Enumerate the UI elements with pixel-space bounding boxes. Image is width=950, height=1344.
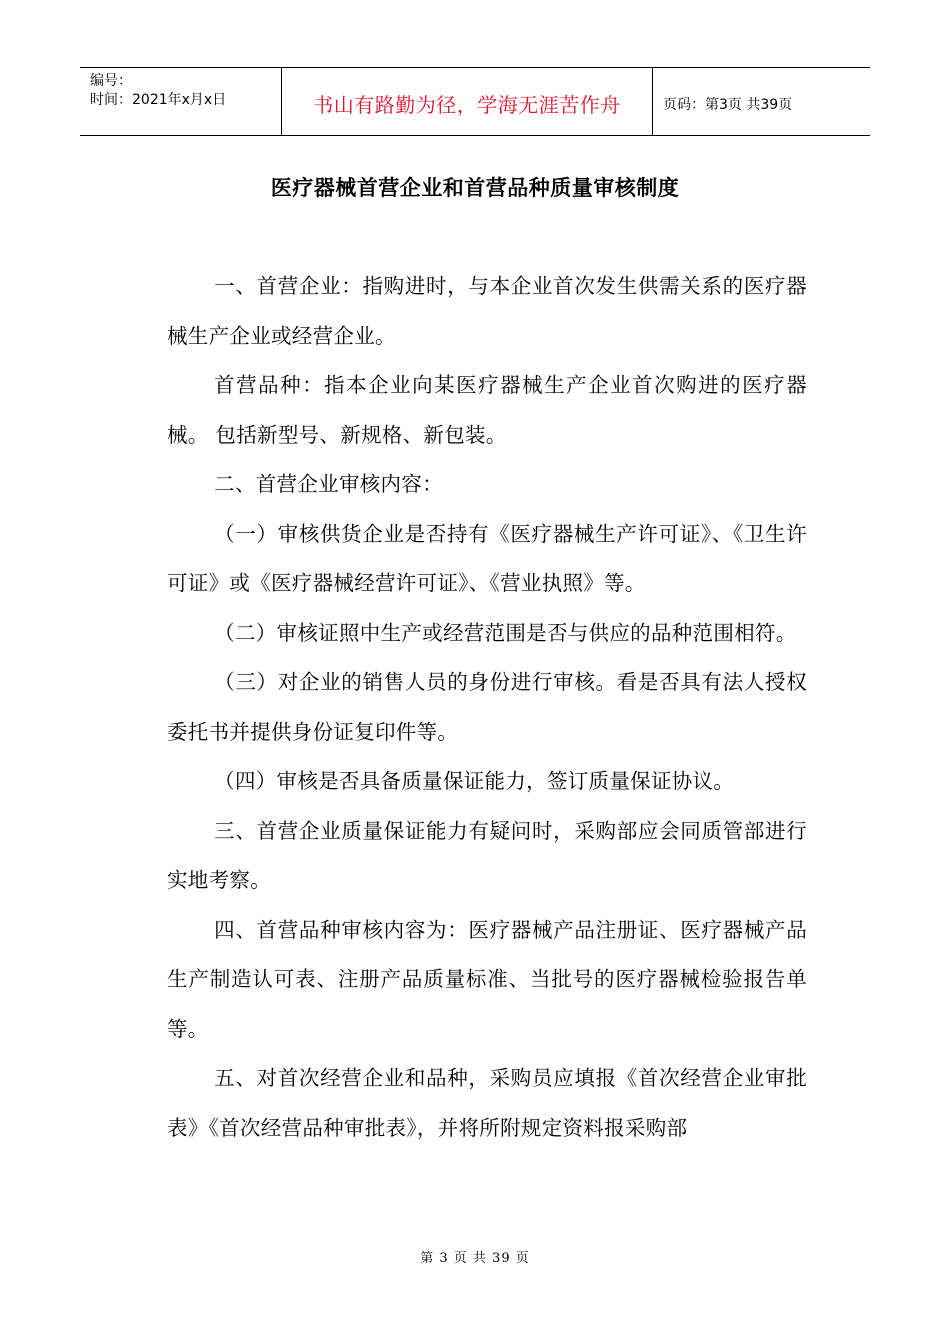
number-label: 编号： — [90, 73, 132, 89]
paragraph: （一）审核供货企业是否持有《医疗器械生产许可证》、《卫生许可证》或《医疗器械经营许可证》、《营业执照》等。 — [167, 521, 807, 595]
paragraph: 一、首营企业：指购进时，与本企业首次发生供需关系的医疗器械生产企业或经营企业。 — [167, 274, 807, 348]
paragraph: 三、首营企业质量保证能力有疑问时，采购部应会同质管部进行实地考察。 — [167, 818, 807, 892]
header-page-info — [653, 68, 870, 135]
paragraph: 首营品种：指本企业向某医疗器械生产企业首次购进的医疗器械。 包括新型号、新规格、新包装。 — [167, 373, 807, 447]
page-info-text: 页码：第3页 共39页 — [663, 96, 793, 113]
time-label: 时间：2021年x月x日 — [90, 92, 227, 108]
document-header — [80, 67, 870, 136]
paragraph: 五、对首次经营企业和品种，采购员应填报《首次经营企业审批表》《首次经营品种审批表》，并将所附规定资料报采购部 — [167, 1066, 807, 1140]
paragraph: （四）审核是否具备质量保证能力，签订质量保证协议。 — [214, 769, 735, 793]
header-motto-cell — [282, 68, 653, 135]
paragraph: （三）对企业的销售人员的身份进行审核。看是否具有法人授权委托书并提供身份证复印件等。 — [167, 670, 807, 744]
header-meta — [80, 68, 282, 135]
document-title: 医疗器械首营企业和首营品种质量审核制度 — [270, 176, 680, 200]
paragraph: 二、首营企业审核内容： — [214, 472, 443, 496]
paragraph: （二）审核证照中生产或经营范围是否与供应的品种范围相符。 — [214, 620, 797, 645]
document-body — [167, 262, 807, 1153]
page-footer: 第 3 页 共 39 页 — [420, 1251, 530, 1266]
paragraph: 四、首营品种审核内容为：医疗器械产品注册证、医疗器械产品生产制造认可表、注册产品质量标准、当批号的医疗器械检验报告单等。 — [167, 917, 807, 1041]
motto-text: 书山有路勤为径，学海无涯苦作舟 — [313, 93, 621, 117]
